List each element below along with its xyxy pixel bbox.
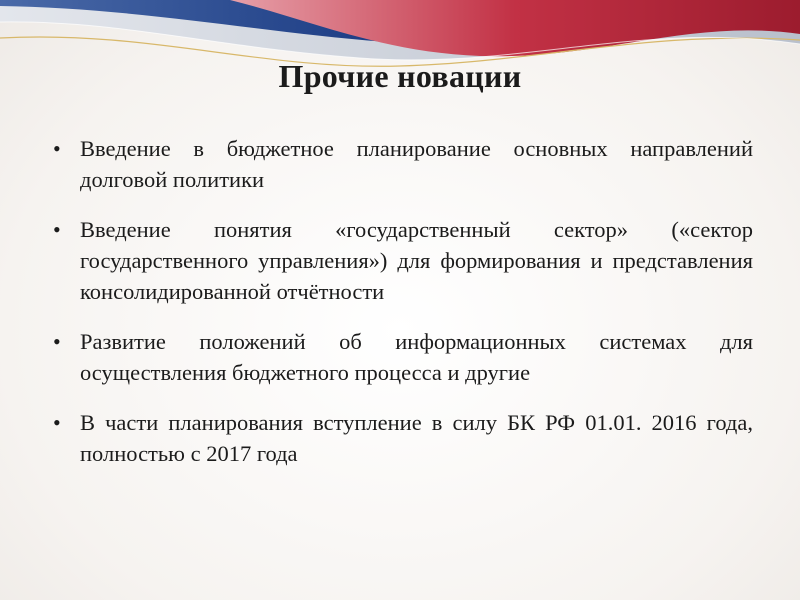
bullet-item: [50, 214, 753, 307]
bullet-item: [50, 133, 753, 195]
bullet-dot-icon: •: [53, 410, 61, 435]
bullet-item: [50, 407, 753, 469]
bullet-dot-icon: •: [53, 329, 61, 354]
bullet-list: [50, 133, 753, 488]
bullet-item: [50, 326, 753, 388]
bullet-text: Введение понятия «государственный сектор» («сектор государственного управления») для формирования и представления консолидированной отчётности: [80, 217, 753, 304]
slide-title: Прочие новации: [278, 58, 522, 94]
bullet-dot-icon: •: [53, 217, 61, 242]
bullet-text: Развитие положений об информационных системах для осуществления бюджетного процесса и другие: [80, 329, 753, 385]
bullet-text: В части планирования вступление в силу БК РФ 01.01. 2016 года, полностью с 2017 года: [80, 410, 753, 466]
bullet-dot-icon: •: [53, 136, 61, 161]
bullet-text: Введение в бюджетное планирование основных направлений долговой политики: [80, 136, 753, 192]
